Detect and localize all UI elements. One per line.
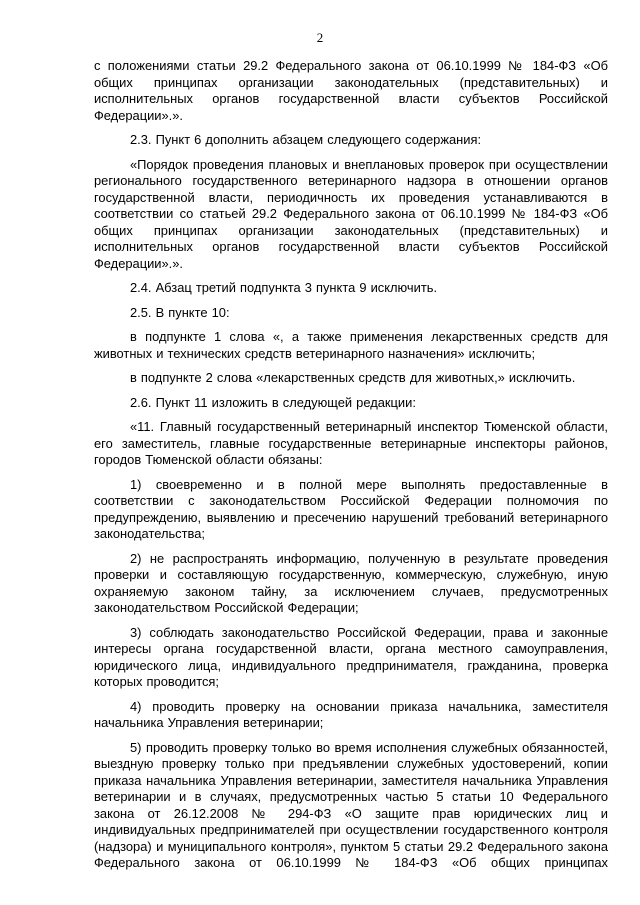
paragraph-duty-3: 3) соблюдать законодательство Российской Федерации, права и законные интересы органа государственной власти, органа местного самоуправления, юридического лица, индивидуального предпринимателя, гражданина, проверка которых проводится; <box>94 624 608 689</box>
paragraph-point-11: «11. Главный государственный ветеринарный инспектор Тюменской области, его заместитель, главные государственные ветеринарные инспекторы районов, городов Тюменской области обязаны: <box>94 419 608 467</box>
paragraph-duty-4: 4) проводить проверку на основании приказа начальника, заместителя начальника Управления ветеринарии; <box>94 698 608 730</box>
paragraph-continuation: с положениями статьи 29.2 Федерального закона от 06.10.1999 № 184-ФЗ «Об общих принципах организации законодательных (представительных) и исполнительных органов государственной власти субъектов Российской Федерации».». <box>94 58 608 123</box>
paragraph-duty-2: 2) не распространять информацию, полученную в результате проведения проверки и составляющую государственную, коммерческую, служебную, иную охраняемую законом тайну, за исключением случаев, предусмотренных законодательством Российской Федерации; <box>94 550 608 615</box>
paragraph-duty-1: 1) своевременно и в полной мере выполнять предоставленные в соответствии с законодательством Российской Федерации полномочия по предупреждению, выявлению и пресечению нарушений требований ветеринарного законодательства; <box>94 476 608 541</box>
page-number: 2 <box>316 30 324 45</box>
paragraph-item-2-3: 2.3. Пункт 6 дополнить абзацем следующего содержания: <box>130 132 482 147</box>
paragraph-subitem-2: в подпункте 2 слова «лекарственных средств для животных,» исключить. <box>130 370 576 385</box>
paragraph-duty-5: 5) проводить проверку только во время исполнения служебных обязанностей, выездную проверку только при предъявлении служебных удостоверений, копии приказа начальника Управления ветеринарии, заместителя начальника Управления ветеринарии и в случаях, предусмотренных частью 5 статьи 10 Федерального закона от 26.12.2008 № 294-ФЗ «О защите прав юридических лиц и индивидуальных предпринимателей при осуществлении государственного контроля (надзора) и муниципального контроля», пунктом 5 статьи 29.2 Федерального закона Федерального закона от 06.10.1999 № 184-ФЗ «Об общих принципах <box>94 739 608 870</box>
paragraph-item-2-5: 2.5. В пункте 10: <box>130 304 230 320</box>
paragraph-quote-procedure: «Порядок проведения плановых и внеплановых проверок при осуществлении регионального государственного ветеринарного надзора в отношении органов государственной власти, периодичность их проведения устанавливаются в соответствии со статьей 29.2 Федерального закона от 06.10.1999 № 184-ФЗ «Об общих принципах организации законодательных (представительных) и исполнительных органов государственной власти субъектов Российской Федерации».». <box>94 156 608 271</box>
paragraph-item-2-4: 2.4. Абзац третий подпункта 3 пункта 9 исключить. <box>130 280 438 295</box>
paragraph-item-2-6: 2.6. Пункт 11 изложить в следующей редакции: <box>130 394 416 410</box>
paragraph-subitem-1: в подпункте 1 слова «, а также применения лекарственных средств для животных и технических средств ветеринарного назначения» исключить; <box>94 329 608 361</box>
document-body <box>94 58 608 872</box>
